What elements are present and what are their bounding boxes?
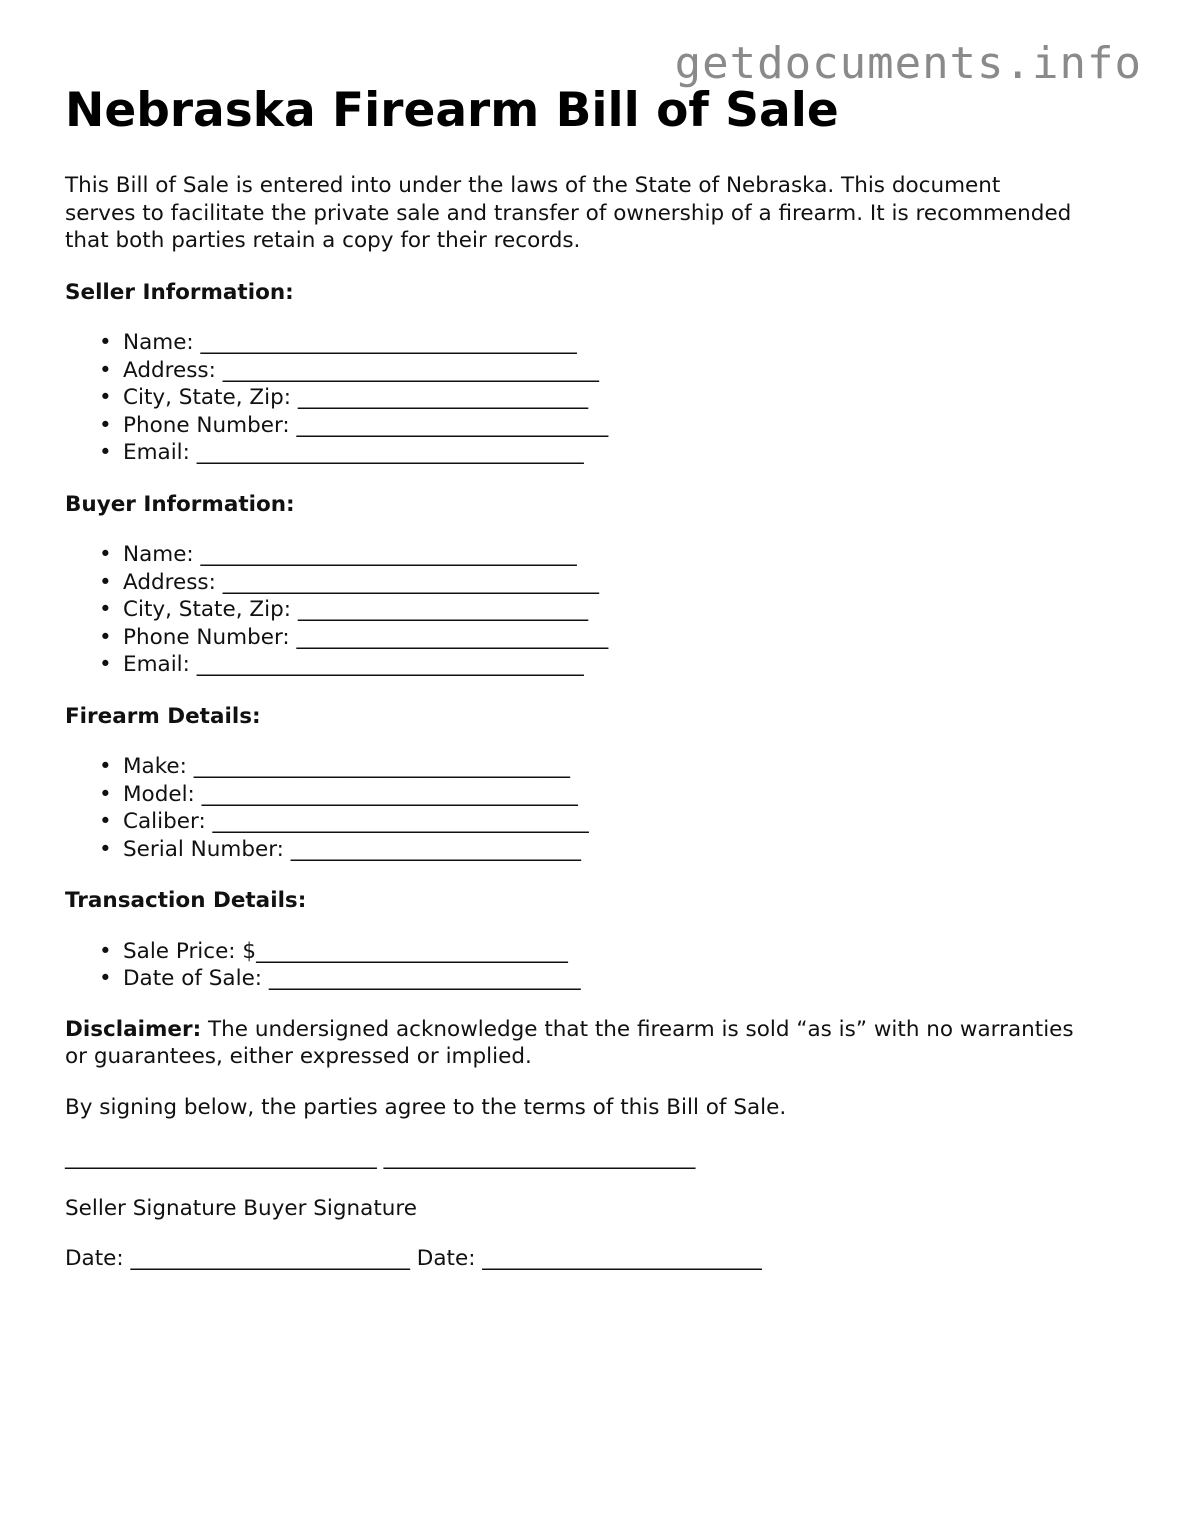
bullet-icon: • xyxy=(99,330,112,355)
bullet-icon: • xyxy=(99,836,112,862)
firearm-fields xyxy=(65,753,1125,863)
bullet-icon: • xyxy=(99,938,112,964)
date-lines: Date: __________________________ Date: __________________________ xyxy=(65,1246,762,1271)
field-line: City, State, Zip: ___________________________ xyxy=(123,385,589,410)
bullet-icon: • xyxy=(99,412,112,438)
list-item xyxy=(99,808,1125,836)
disclaimer-paragraph xyxy=(65,1016,1075,1071)
list-item xyxy=(99,965,1125,993)
signature-labels: Seller Signature Buyer Signature xyxy=(65,1195,417,1221)
field-line: Model: ___________________________________ xyxy=(123,781,578,807)
list-item xyxy=(99,781,1125,809)
field-line: Serial Number: ___________________________ xyxy=(123,836,581,862)
list-item xyxy=(99,569,1125,597)
field-line: Phone Number: _____________________________ xyxy=(123,412,609,438)
transaction-heading: Transaction Details: xyxy=(65,888,307,913)
bullet-icon: • xyxy=(99,809,112,834)
bullet-icon: • xyxy=(99,781,112,807)
list-item xyxy=(99,938,1125,966)
list-item xyxy=(99,439,1125,467)
field-line: Address: ___________________________________ xyxy=(123,569,599,595)
bullet-icon: • xyxy=(99,754,112,779)
field-line: City, State, Zip: ___________________________ xyxy=(123,597,589,622)
field-line: Date of Sale: _____________________________ xyxy=(123,966,581,991)
bullet-icon: • xyxy=(99,597,112,622)
disclaimer-label: Disclaimer: xyxy=(65,1016,202,1042)
bullet-icon: • xyxy=(99,440,112,465)
list-item xyxy=(99,384,1125,412)
field-line: Email: ____________________________________ xyxy=(123,652,584,677)
list-item xyxy=(99,329,1125,357)
transaction-fields xyxy=(65,938,1125,993)
field-line: Phone Number: _____________________________ xyxy=(123,624,609,650)
list-item xyxy=(99,624,1125,652)
bullet-icon: • xyxy=(99,542,112,567)
list-item xyxy=(99,651,1125,679)
seller-heading: Seller Information: xyxy=(65,279,294,305)
agreement-paragraph: By signing below, the parties agree to the terms of this Bill of Sale. xyxy=(65,1094,787,1120)
bullet-icon: • xyxy=(99,569,112,595)
field-line: Email: ____________________________________ xyxy=(123,440,584,465)
field-line: Address: ___________________________________ xyxy=(123,357,599,383)
seller-fields xyxy=(65,329,1125,467)
field-line: Make: ___________________________________ xyxy=(123,754,570,779)
intro-paragraph: This Bill of Sale is entered into under the laws of the State of Nebraska. This document serves to facilitate the private sale and transfer of ownership of a firearm. It is recommended that both parties retain a copy for their records. xyxy=(65,173,1072,253)
field-line: Name: ___________________________________ xyxy=(123,330,577,355)
buyer-heading: Buyer Information: xyxy=(65,491,295,517)
document-page xyxy=(65,82,1125,1273)
field-line: Caliber: ___________________________________ xyxy=(123,809,589,834)
field-line: Name: ___________________________________ xyxy=(123,542,577,567)
list-item xyxy=(99,357,1125,385)
bullet-icon: • xyxy=(99,385,112,410)
bullet-icon: • xyxy=(99,652,112,677)
list-item xyxy=(99,541,1125,569)
list-item xyxy=(99,412,1125,440)
firearm-heading: Firearm Details: xyxy=(65,703,261,729)
watermark: getdocuments.info xyxy=(674,38,1142,89)
bullet-icon: • xyxy=(99,966,112,991)
bullet-icon: • xyxy=(99,624,112,650)
bullet-icon: • xyxy=(99,357,112,383)
buyer-fields xyxy=(65,541,1125,679)
list-item xyxy=(99,753,1125,781)
field-line: Sale Price: $_____________________________ xyxy=(123,938,568,964)
document-title: Nebraska Firearm Bill of Sale xyxy=(65,83,839,138)
list-item xyxy=(99,596,1125,624)
signature-lines: _____________________________ _____________________________ xyxy=(65,1145,696,1170)
list-item xyxy=(99,836,1125,864)
disclaimer-text: The undersigned acknowledge that the firearm is sold “as is” with no warranties or guarantees, either expressed or implied. xyxy=(65,1016,1074,1069)
